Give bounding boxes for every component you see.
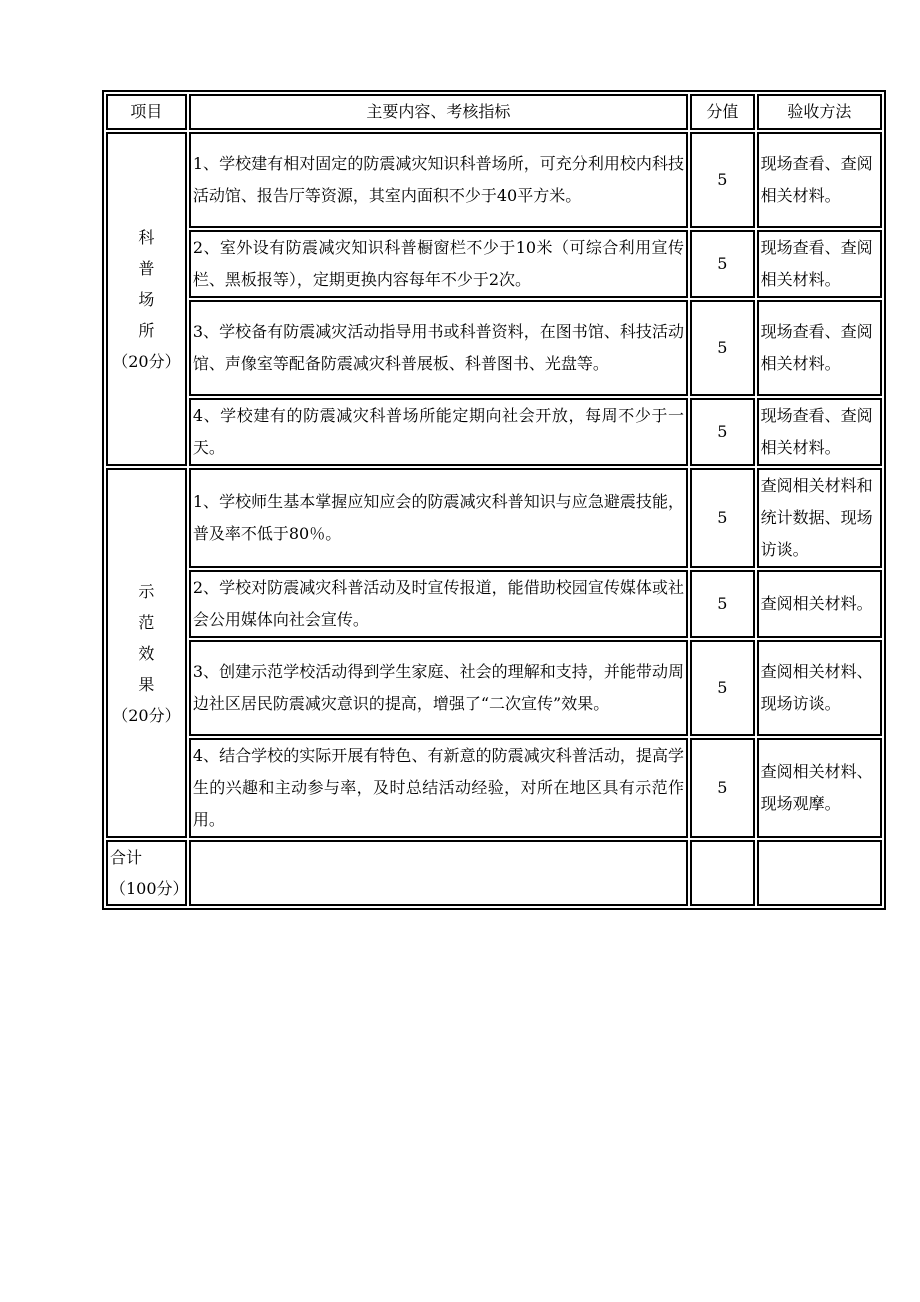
category-char: 示 <box>138 581 155 601</box>
table-row <box>106 570 882 638</box>
header-method: 验收方法 <box>757 94 882 130</box>
table-row <box>106 738 882 838</box>
content-cell: 1、学校师生基本掌握应知应会的防震减灾科普知识与应急避震技能，普及率不低于80％。 <box>189 468 688 568</box>
category-char: 所 <box>138 320 155 340</box>
score-cell: 5 <box>690 468 755 568</box>
method-cell: 现场查看、查阅相关材料。 <box>757 398 882 466</box>
total-points: （100分） <box>110 879 189 898</box>
table-row <box>106 640 882 736</box>
method-cell: 查阅相关材料、现场访谈。 <box>757 640 882 736</box>
content-cell: 4、结合学校的实际开展有特色、有新意的防震减灾科普活动，提高学生的兴趣和主动参与率，及时总结活动经验，对所在地区具有示范作用。 <box>189 738 688 838</box>
table-row <box>106 300 882 396</box>
header-item: 项目 <box>106 94 187 130</box>
method-cell: 现场查看、查阅相关材料。 <box>757 132 882 228</box>
category-cell-science-venue <box>106 132 187 466</box>
score-cell: 5 <box>690 132 755 228</box>
header-score: 分值 <box>690 94 755 130</box>
category-char: 果 <box>138 674 155 694</box>
table-row <box>106 468 882 568</box>
content-cell: 1、学校建有相对固定的防震减灾知识科普场所，可充分利用校内科技活动馆、报告厅等资源，其室内面积不少于40平方米。 <box>189 132 688 228</box>
content-cell: 3、创建示范学校活动得到学生家庭、社会的理解和支持，并能带动周边社区居民防震减灾意识的提高，增强了“二次宣传”效果。 <box>189 640 688 736</box>
score-cell: 5 <box>690 398 755 466</box>
category-points: （20分） <box>112 351 181 371</box>
score-cell: 5 <box>690 738 755 838</box>
category-char: 科 <box>138 227 155 247</box>
category-char: 场 <box>138 289 155 309</box>
method-cell: 现场查看、查阅相关材料。 <box>757 300 882 396</box>
total-method-cell <box>757 840 882 906</box>
content-cell: 3、学校备有防震减灾活动指导用书或科普资料，在图书馆、科技活动馆、声像室等配备防震减灾科普展板、科普图书、光盘等。 <box>189 300 688 396</box>
score-cell: 5 <box>690 640 755 736</box>
method-cell: 查阅相关材料、现场观摩。 <box>757 738 882 838</box>
method-cell: 查阅相关材料和统计数据、现场访谈。 <box>757 468 882 568</box>
total-label: 合计 <box>110 848 143 867</box>
table-header-row <box>106 94 882 130</box>
content-cell: 2、室外设有防震减灾知识科普橱窗栏不少于10米（可综合利用宣传栏、黑板报等），定期更换内容每年不少于2次。 <box>189 230 688 298</box>
table-row <box>106 132 882 228</box>
table-row <box>106 230 882 298</box>
score-cell: 5 <box>690 230 755 298</box>
total-score-cell <box>690 840 755 906</box>
content-cell: 2、学校对防震减灾科普活动及时宣传报道，能借助校园宣传媒体或社会公用媒体向社会宣传。 <box>189 570 688 638</box>
header-content: 主要内容、考核指标 <box>189 94 688 130</box>
category-char: 效 <box>138 643 155 663</box>
total-row <box>106 840 882 906</box>
table-row <box>106 398 882 466</box>
method-cell: 查阅相关材料。 <box>757 570 882 638</box>
content-cell: 4、学校建有的防震减灾科普场所能定期向社会开放，每周不少于一天。 <box>189 398 688 466</box>
category-cell-demonstration-effect <box>106 468 187 838</box>
score-cell: 5 <box>690 300 755 396</box>
method-cell: 现场查看、查阅相关材料。 <box>757 230 882 298</box>
score-cell: 5 <box>690 570 755 638</box>
category-points: （20分） <box>112 705 181 725</box>
category-char: 范 <box>138 612 155 632</box>
category-char: 普 <box>138 258 155 278</box>
total-content-cell <box>189 840 688 906</box>
evaluation-table <box>102 90 886 910</box>
total-cell <box>106 840 187 906</box>
